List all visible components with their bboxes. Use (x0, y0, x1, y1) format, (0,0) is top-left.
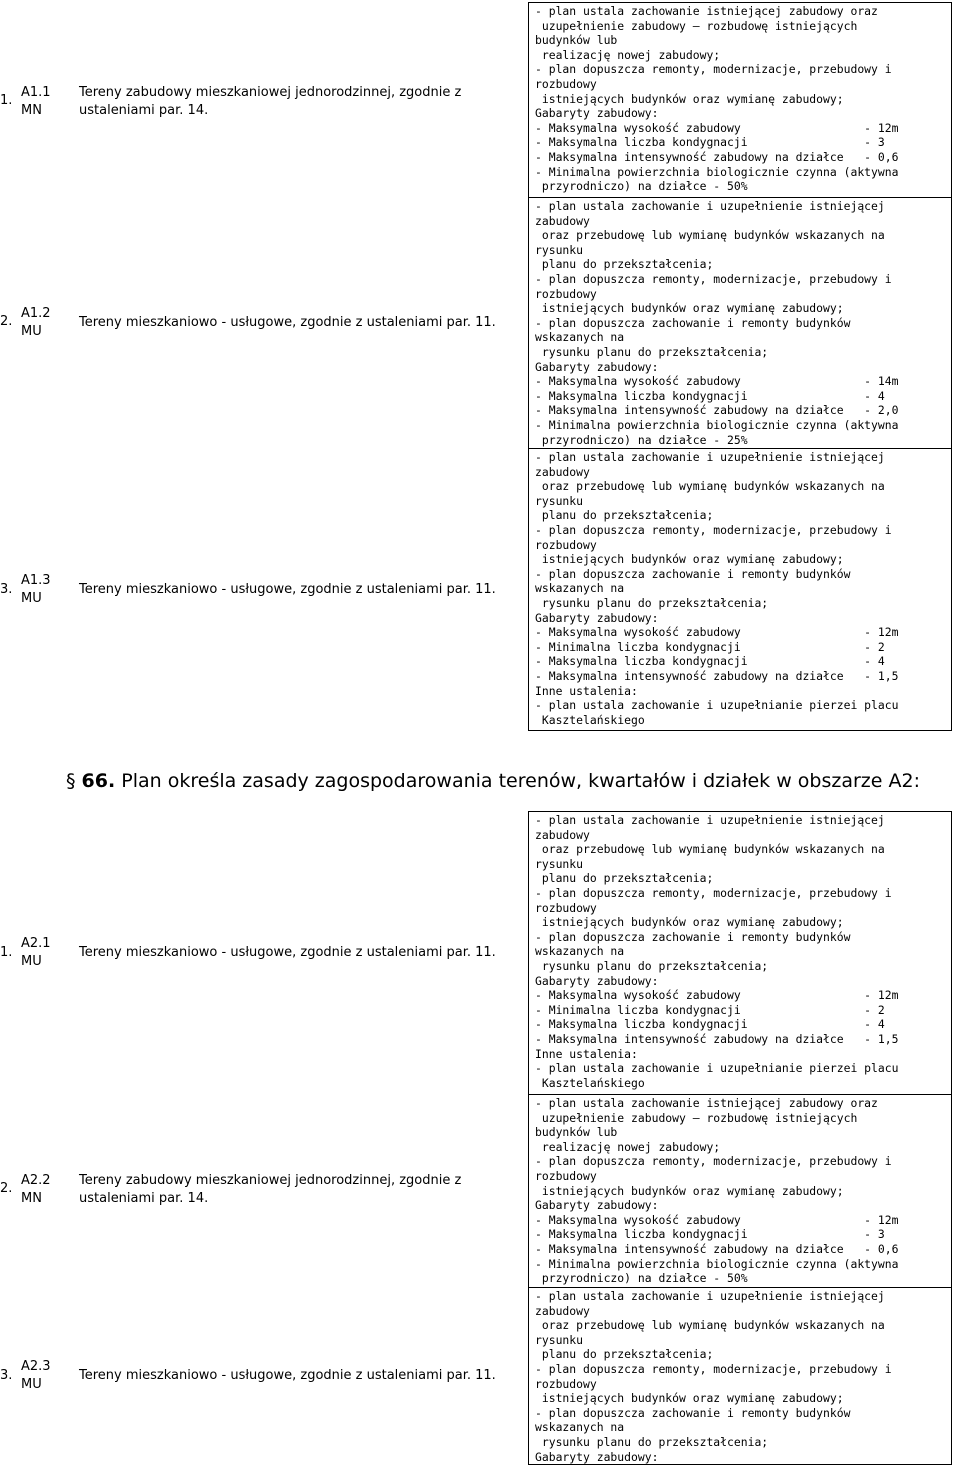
regulations-cell: - plan ustala zachowanie i uzupełnienie istniejącej zabudowy oraz przebudowę lub wymianę budynków wskazanych na rysunku planu do przekształcenia; - plan dopuszcza remonty, modernizacje, przebudowy i rozbudowy istniejących budynków oraz wymianę zabudowy; - plan dopuszcza zachowanie i remonty budynków wskazanych na rysunku planu do przekształcenia; Gabaryty zabudowy: - Maksymalna wysokość zabudowy - 12m - Minimalna liczba kondygnacji - 2 - Maksymalna liczba kondygnacji - 4 - Maksymalna intensywność zabudowy na działce - 1,5 Inne ustalenia: - plan ustala zachowanie i uzupełnianie pierzei placu Kasztelańskiego (528, 448, 952, 731)
row-number: 1. (0, 93, 13, 108)
area-code: A2.2 MN (21, 1173, 51, 1206)
section-title: Plan określa zasady zagospodarowania terenów, kwartałów i działek w obszarze A2: (121, 770, 920, 792)
area-code: A2.1 MU (21, 936, 51, 969)
regulations-cell: - plan ustala zachowanie i uzupełnienie istniejącej zabudowy oraz przebudowę lub wymianę budynków wskazanych na rysunku planu do przekształcenia; - plan dopuszcza remonty, modernizacje, przebudowy i rozbudowy istniejących budynków oraz wymianę zabudowy; - plan dopuszcza zachowanie i remonty budynków wskazanych na rysunku planu do przekształcenia; Gabaryty zabudowy: - Maksymalna wysokość zabudowy - 14m - Maksymalna liczba kondygnacji - 4 - Maksymalna intensywność zabudowy na działce - 2,0 - Minimalna powierzchnia biologicznie czynna (aktywna przyrodniczo) na działce - 25% (528, 197, 952, 449)
area-code: A1.3 MU (21, 573, 51, 606)
row-number: 1. (0, 945, 13, 960)
area-description: Tereny zabudowy mieszkaniowej jednorodzinnej, zgodnie z ustaleniami par. 14. (79, 85, 462, 118)
area-description: Tereny zabudowy mieszkaniowej jednorodzinnej, zgodnie z ustaleniami par. 14. (79, 1173, 462, 1206)
area-description: Tereny mieszkaniowo - usługowe, zgodnie z ustaleniami par. 11. (79, 945, 496, 960)
row-number: 2. (0, 1181, 13, 1196)
area-description: Tereny mieszkaniowo - usługowe, zgodnie z ustaleniami par. 11. (79, 1368, 496, 1383)
area-description: Tereny mieszkaniowo - usługowe, zgodnie z ustaleniami par. 11. (79, 315, 496, 330)
section-symbol: § (66, 770, 76, 792)
section-heading (66, 769, 920, 793)
area-code: A1.2 MU (21, 306, 51, 339)
row-number: 3. (0, 582, 13, 597)
area-code: A1.1 MN (21, 85, 51, 118)
regulations-cell: - plan ustala zachowanie i uzupełnienie istniejącej zabudowy oraz przebudowę lub wymianę budynków wskazanych na rysunku planu do przekształcenia; - plan dopuszcza remonty, modernizacje, przebudowy i rozbudowy istniejących budynków oraz wymianę zabudowy; - plan dopuszcza zachowanie i remonty budynków wskazanych na rysunku planu do przekształcenia; Gabaryty zabudowy: (528, 1287, 952, 1465)
section-number: 66. (81, 770, 116, 792)
regulations-cell: - plan ustala zachowanie i uzupełnienie istniejącej zabudowy oraz przebudowę lub wymianę budynków wskazanych na rysunku planu do przekształcenia; - plan dopuszcza remonty, modernizacje, przebudowy i rozbudowy istniejących budynków oraz wymianę zabudowy; - plan dopuszcza zachowanie i remonty budynków wskazanych na rysunku planu do przekształcenia; Gabaryty zabudowy: - Maksymalna wysokość zabudowy - 12m - Minimalna liczba kondygnacji - 2 - Maksymalna liczba kondygnacji - 4 - Maksymalna intensywność zabudowy na działce - 1,5 Inne ustalenia: - plan ustala zachowanie i uzupełnianie pierzei placu Kasztelańskiego (528, 811, 952, 1095)
area-description: Tereny mieszkaniowo - usługowe, zgodnie z ustaleniami par. 11. (79, 582, 496, 597)
area-code: A2.3 MU (21, 1359, 51, 1392)
regulations-cell: - plan ustala zachowanie istniejącej zabudowy oraz uzupełnienie zabudowy – rozbudowę istniejących budynków lub realizację nowej zabudowy; - plan dopuszcza remonty, modernizacje, przebudowy i rozbudowy istniejących budynków oraz wymianę zabudowy; Gabaryty zabudowy: - Maksymalna wysokość zabudowy - 12m - Maksymalna liczba kondygnacji - 3 - Maksymalna intensywność zabudowy na działce - 0,6 - Minimalna powierzchnia biologicznie czynna (aktywna przyrodniczo) na działce - 50% (528, 2, 952, 198)
row-number: 2. (0, 314, 13, 329)
row-number: 3. (0, 1368, 13, 1383)
regulations-cell: - plan ustala zachowanie istniejącej zabudowy oraz uzupełnienie zabudowy – rozbudowę istniejących budynków lub realizację nowej zabudowy; - plan dopuszcza remonty, modernizacje, przebudowy i rozbudowy istniejących budynków oraz wymianę zabudowy; Gabaryty zabudowy: - Maksymalna wysokość zabudowy - 12m - Maksymalna liczba kondygnacji - 3 - Maksymalna intensywność zabudowy na działce - 0,6 - Minimalna powierzchnia biologicznie czynna (aktywna przyrodniczo) na działce - 50% (528, 1094, 952, 1288)
